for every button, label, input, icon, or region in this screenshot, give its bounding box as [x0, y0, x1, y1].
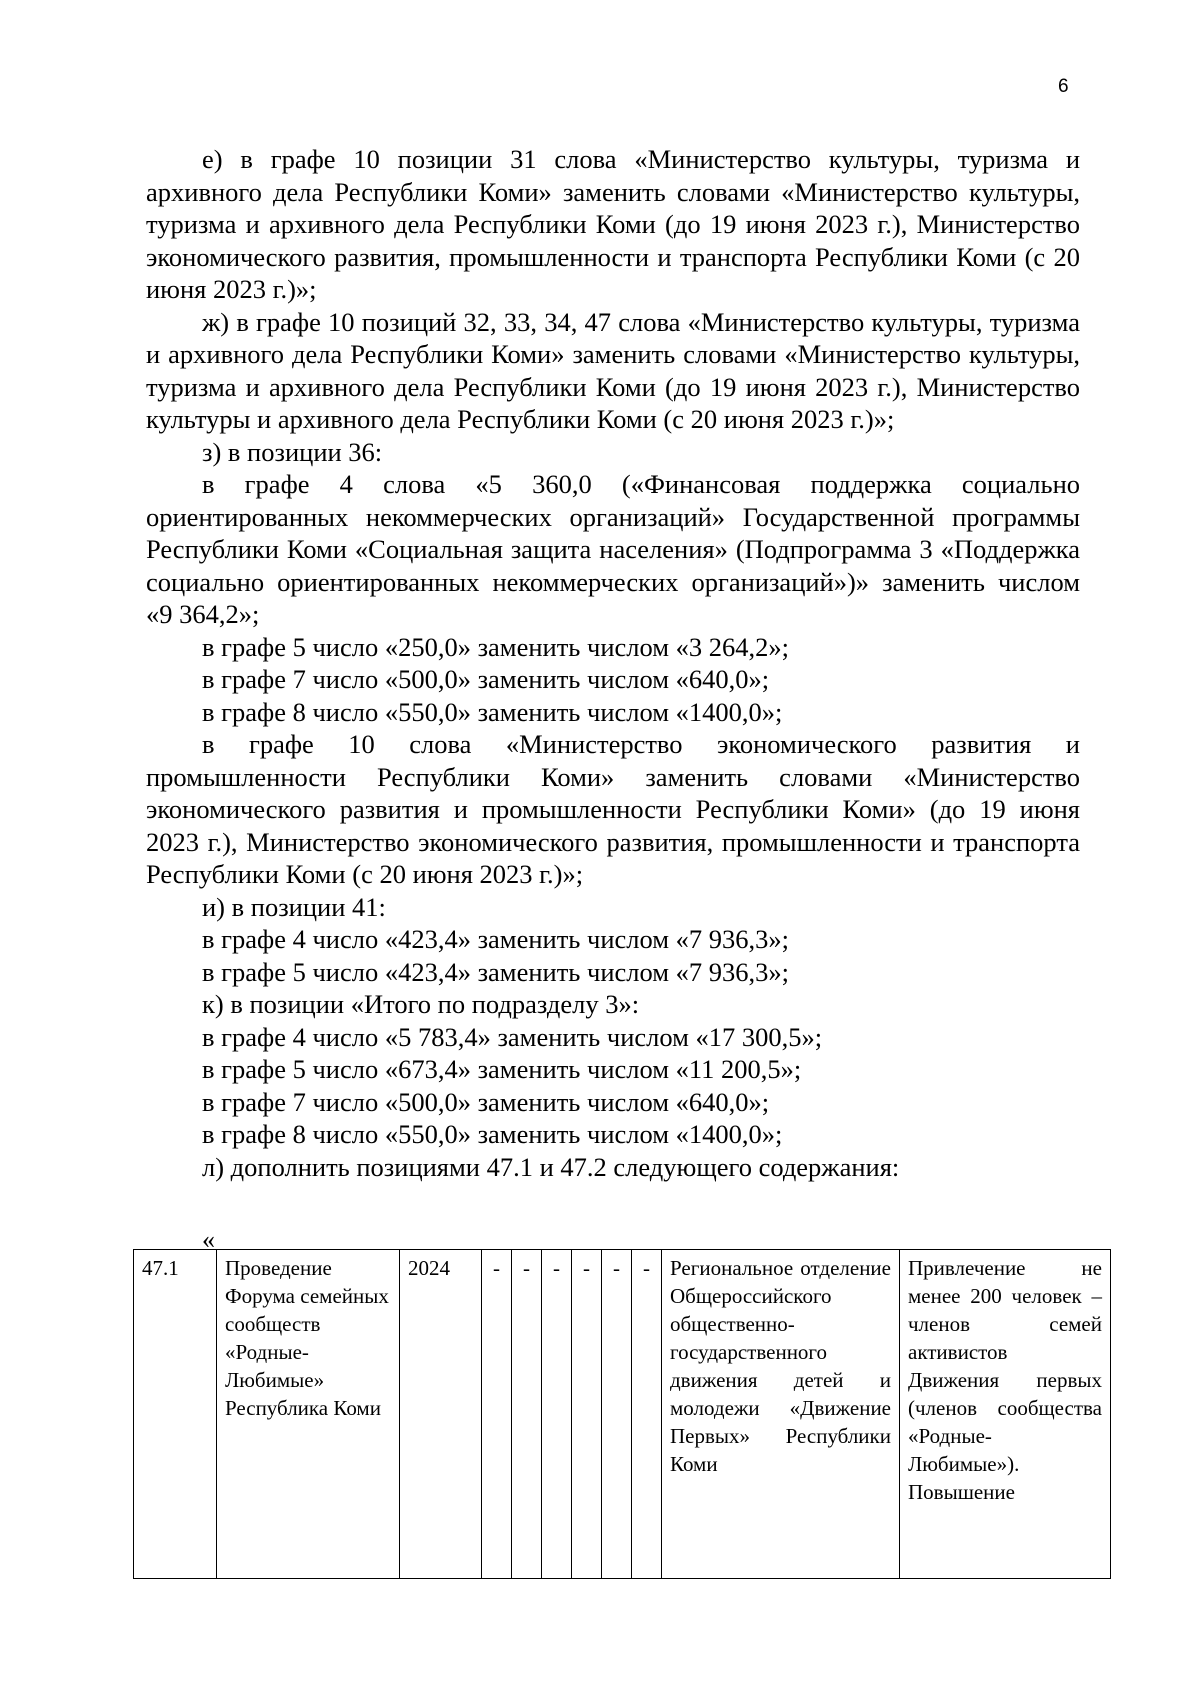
cell-col7: -: [572, 1250, 602, 1579]
paragraph-i-col5: в графе 5 число «423,4» заменить числом «7 936,3»;: [202, 956, 789, 987]
page-number: 6: [1058, 76, 1069, 97]
paragraph-k: к) в позиции «Итого по подразделу 3»:: [202, 989, 640, 1019]
paragraph-k-col7: в графе 7 число «500,0» заменить числом «640,0»;: [202, 1086, 770, 1117]
paragraph-k-col8: в графе 8 число «550,0» заменить числом «1400,0»;: [202, 1119, 783, 1149]
cell-executor: Региональное отделение Общероссийского общественно-государственного движения детей и молодежи «Движение Первых» Республики Коми: [662, 1250, 900, 1579]
paragraph-z-col4: в графе 4 слова «5 360,0 («Финансовая поддержка социально ориентированных некоммерческих организаций» Государственной программы Республики Коми «Социальная защита населения» (Подпрограмма 3 «Поддержка социально ориентированных некоммерческих организаций»)» заменить числом «9 364,2»;: [146, 469, 1080, 629]
paragraph-k-col4: в графе 4 число «5 783,4» заменить числом «17 300,5»;: [202, 1021, 823, 1052]
cell-year: 2024: [400, 1250, 482, 1579]
paragraph-z-col7: в графе 7 число «500,0» заменить числом «640,0»;: [202, 664, 770, 694]
cell-position-number: 47.1: [134, 1250, 217, 1579]
paragraph-z: з) в позиции 36:: [202, 436, 383, 467]
paragraph-i-col4: в графе 4 число «423,4» заменить числом «7 936,3»;: [202, 924, 789, 954]
paragraph-z-col10: в графе 10 слова «Министерство экономического развития и промышленности Республики Коми» заменить словами «Министерство экономического развития и промышленности Республики Коми» (до 19 июня 2023 г.), Министерство экономического развития, промышленности и транспорта Республики Коми (с 20 июня 2023 г.)»;: [146, 729, 1080, 889]
body-text: [146, 143, 1080, 1183]
paragraph-z-col5: в графе 5 число «250,0» заменить числом «3 264,2»;: [202, 631, 789, 662]
paragraph-zh: ж) в графе 10 позиций 32, 33, 34, 47 слова «Министерство культуры, туризма и архивного дела Республики Коми» заменить словами «Министерство культуры, туризма и архивного дела Республики Коми (до 19 июня 2023 г.), Министерство культуры и архивного дела Республики Коми (с 20 июня 2023 г.)»;: [146, 306, 1080, 434]
cell-col9: -: [632, 1250, 662, 1579]
cell-event: Проведение Форума семейных сообществ «Родные-Любимые» Республика Коми: [217, 1250, 400, 1579]
paragraph-z-col8: в графе 8 число «550,0» заменить числом «1400,0»;: [202, 696, 783, 727]
cell-result: Привлечение не менее 200 человек – членов семей активистов Движения первых (членов сообщества «Родные-Любимые»). Повышение: [900, 1250, 1111, 1579]
cell-col6: -: [542, 1250, 572, 1579]
cell-col5: -: [512, 1250, 542, 1579]
paragraph-l: л) дополнить позициями 47.1 и 47.2 следующего содержания:: [202, 1151, 900, 1182]
paragraph-e: е) в графе 10 позиции 31 слова «Министерство культуры, туризма и архивного дела Республики Коми» заменить словами «Министерство культуры, туризма и архивного дела Республики Коми (до 19 июня 2023 г.), Министерство экономического развития, промышленности и транспорта Республики Коми (с 20 июня 2023 г.)»;: [146, 144, 1080, 304]
opening-quote: «: [202, 1225, 215, 1254]
cell-col4: -: [482, 1250, 512, 1579]
paragraph-k-col5: в графе 5 число «673,4» заменить числом «11 200,5»;: [202, 1054, 802, 1084]
paragraph-i: и) в позиции 41:: [202, 891, 386, 922]
positions-table: [133, 1249, 1111, 1579]
table-row: [134, 1250, 1111, 1579]
cell-col8: -: [602, 1250, 632, 1579]
